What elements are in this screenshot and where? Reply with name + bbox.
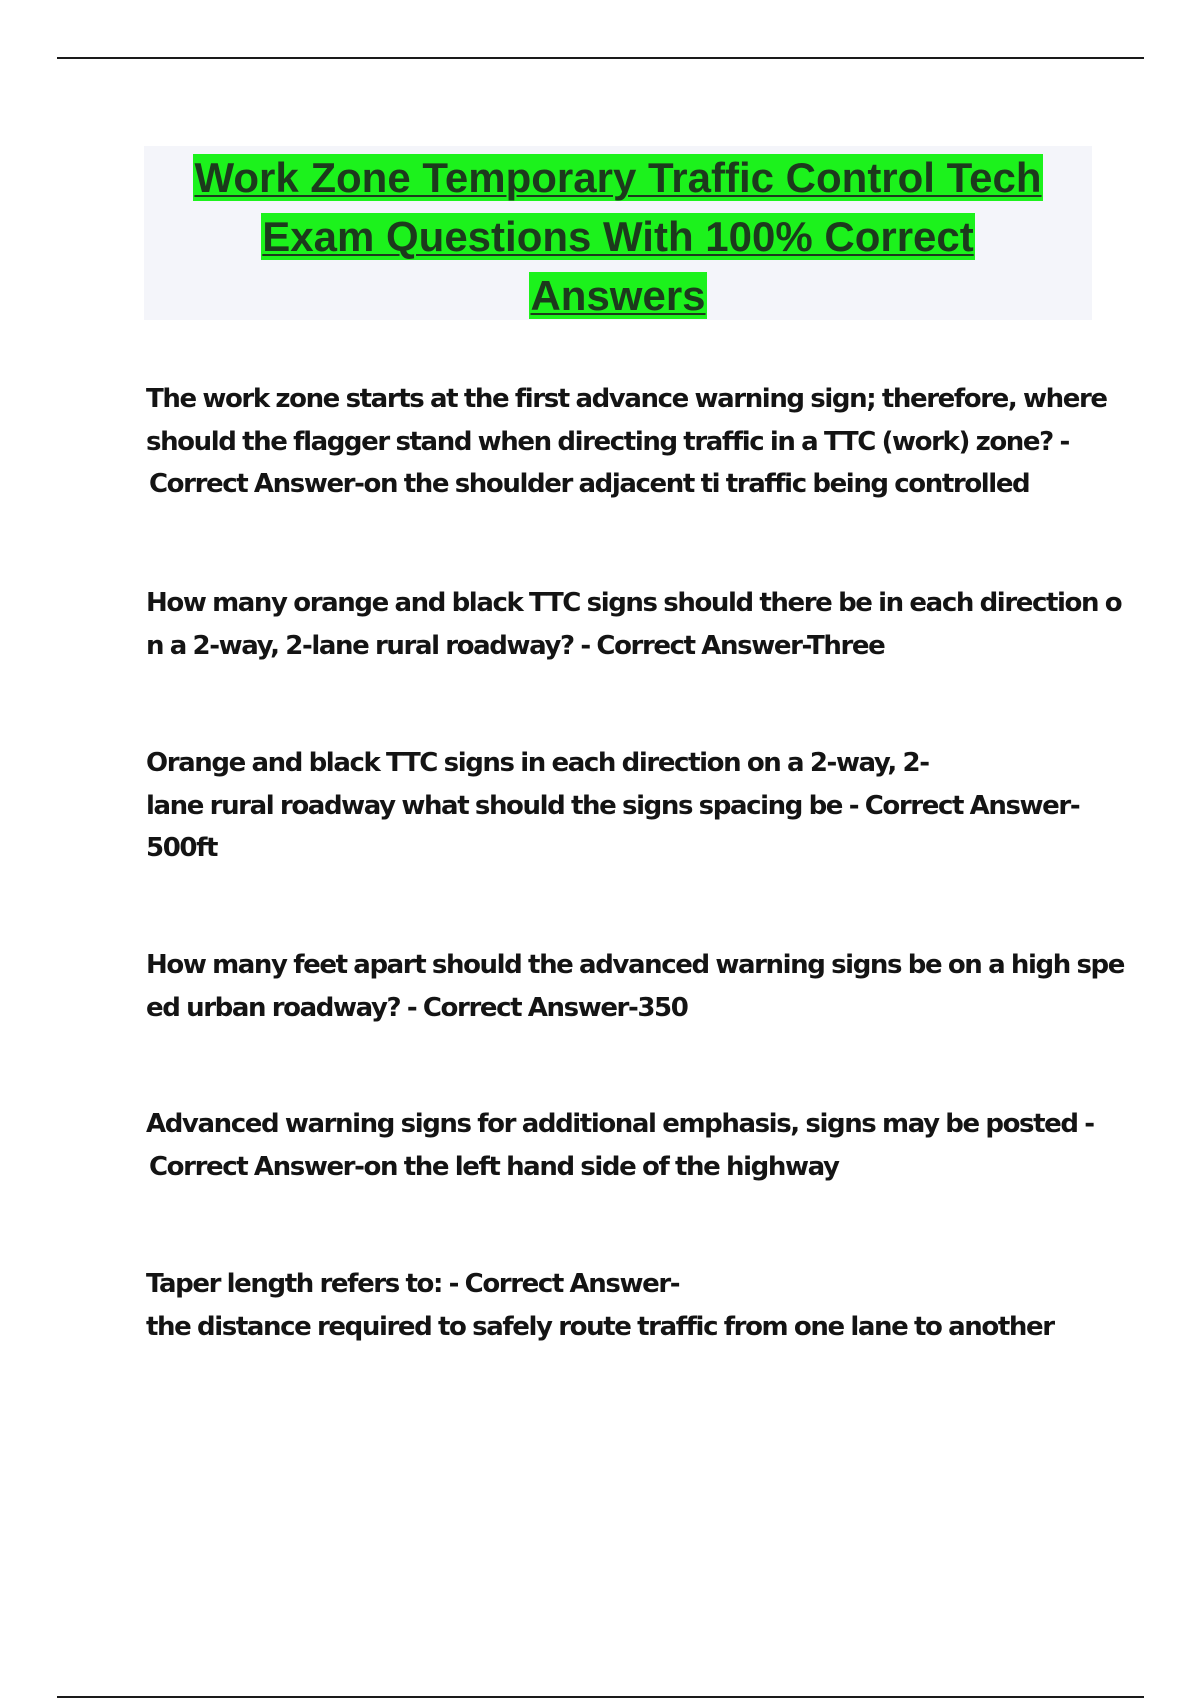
qa-line: Orange and black TTC signs in each direction on a 2-way, 2- [146, 748, 929, 778]
title-box [144, 146, 1092, 320]
document-title [144, 148, 1092, 325]
qa-answer-line: Correct Answer-on the shoulder adjacent ti traffic being controlled [149, 469, 1030, 499]
qa-line: The work zone starts at the first advance warning sign; therefore, where [146, 384, 1107, 414]
qa-line: should the flagger stand when directing traffic in a TTC (work) zone? - [146, 426, 1069, 457]
qa-line: lane rural roadway what should the signs spacing be - Correct Answer- [146, 790, 1080, 821]
qa-item [146, 742, 1079, 870]
qa-answer-line: the distance required to safely route traffic from one lane to another [146, 1311, 1054, 1342]
qa-item [146, 1103, 1094, 1188]
qa-line: Advanced warning signs for additional emphasis, signs may be posted - [146, 1109, 1094, 1139]
qa-answer-line: Correct Answer-on the left hand side of the highway [149, 1151, 839, 1182]
qa-item [146, 944, 1124, 1029]
qa-answer-line: n a 2-way, 2-lane rural roadway? - Correct Answer-Three [146, 630, 885, 661]
qa-line: How many orange and black TTC signs should there be in each direction o [146, 588, 1122, 618]
qa-item [146, 582, 1121, 667]
top-rule [57, 57, 1144, 59]
qa-item [146, 1263, 1054, 1348]
qa-line: How many feet apart should the advanced warning signs be on a high spe [146, 950, 1124, 980]
qa-answer-line: 500ft [146, 833, 218, 863]
qa-line: Taper length refers to: - Correct Answer- [146, 1269, 680, 1299]
title-line-1: Work Zone Temporary Traffic Control Tech [194, 154, 1042, 201]
title-line-2: Exam Questions With 100% Correct [262, 213, 974, 260]
qa-item [146, 378, 1107, 506]
bottom-rule [57, 1696, 1144, 1698]
qa-answer-line: ed urban roadway? - Correct Answer-350 [146, 992, 688, 1023]
title-line-3: Answers [530, 272, 706, 319]
